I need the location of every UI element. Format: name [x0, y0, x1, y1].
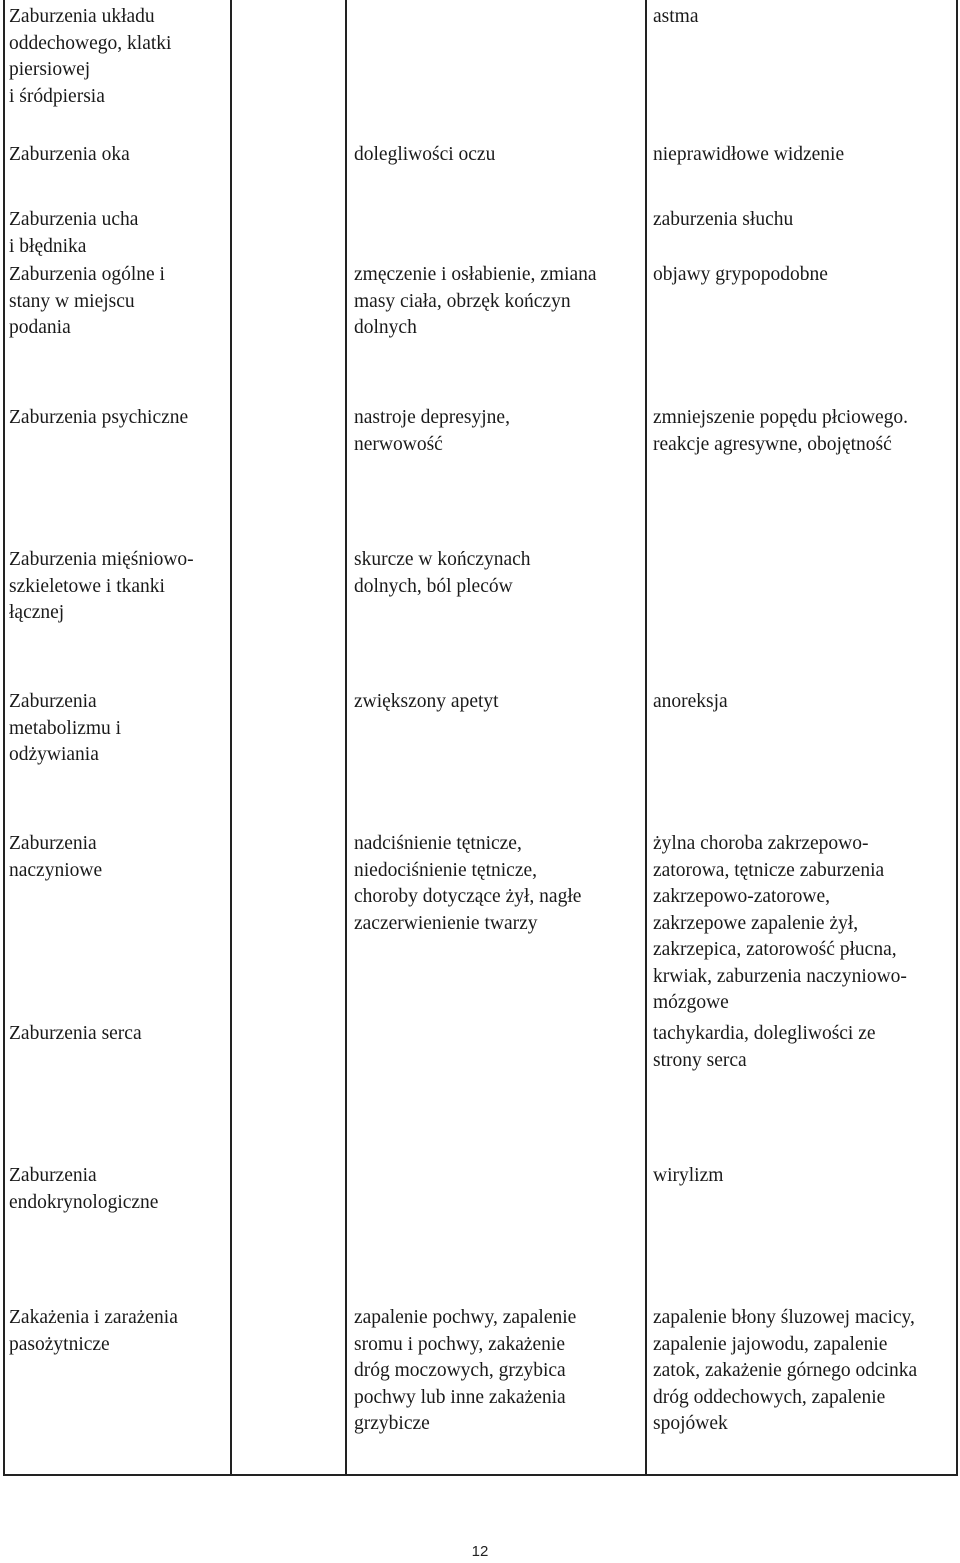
table-cell: zmęczenie i osłabienie, zmiana masy ciała, obrzęk kończyn dolnych [354, 264, 597, 338]
table-cell: Zaburzenia metabolizmu i odżywiania [9, 691, 122, 765]
column-divider-3 [645, 0, 647, 1476]
table-cell: Zaburzenia psychiczne [9, 407, 189, 428]
table-cell: Zaburzenia ucha i błędnika [9, 209, 139, 257]
table-cell: tachykardia, dolegliwości ze strony serca [653, 1023, 876, 1071]
table-cell: Zakażenia i zarażenia pasożytnicze [9, 1307, 178, 1355]
table-border-left [3, 0, 5, 1476]
table-cell: Zaburzenia endokrynologiczne [9, 1165, 159, 1213]
column-divider-2 [345, 0, 347, 1476]
table-cell: Zaburzenia naczyniowe [9, 833, 103, 881]
table-cell: skurcze w kończynach dolnych, ból pleców [354, 549, 531, 597]
table-cell: wirylizm [653, 1165, 724, 1186]
table-cell: nieprawidłowe widzenie [653, 144, 845, 165]
column-divider-1 [230, 0, 232, 1476]
table-cell: dolegliwości oczu [354, 144, 496, 165]
page-number: 12 [471, 1543, 489, 1560]
table-cell: Zaburzenia oka [9, 144, 130, 165]
table-cell: zmniejszenie popędu płciowego. reakcje agresywne, obojętność [653, 407, 909, 455]
table-cell: Zaburzenia układu oddechowego, klatki piersiowej i śródpiersia [9, 6, 172, 107]
table-cell: nastroje depresyjne, nerwowość [354, 407, 510, 455]
table-cell: anoreksja [653, 691, 728, 712]
table-cell: żylna choroba zakrzepowo- zatorowa, tętnicze zaburzenia zakrzepowo-zatorowe, zakrzepowe zapalenie żył, zakrzepica, zatorowość płucna, krwiak, zaburzenia naczyniowo- mózgowe [653, 833, 907, 1013]
table-cell: zapalenie błony śluzowej macicy, zapalenie jajowodu, zapalenie zatok, zakażenie górnego odcinka dróg oddechowych, zapalenie spojówek [653, 1307, 918, 1434]
table-cell: zwiększony apetyt [354, 691, 499, 712]
table-cell: Zaburzenia ogólne i stany w miejscu podania [9, 264, 165, 338]
table-cell: zapalenie pochwy, zapalenie sromu i pochwy, zakażenie dróg moczowych, grzybica pochwy lub inne zakażenia grzybicze [354, 1307, 577, 1434]
table-cell: objawy grypopodobne [653, 264, 828, 285]
table-cell: Zaburzenia serca [9, 1023, 142, 1044]
table-cell: zaburzenia słuchu [653, 209, 794, 230]
table-cell: nadciśnienie tętnicze, niedociśnienie tętnicze, choroby dotyczące żył, nagłe zaczerwienienie twarzy [354, 833, 582, 934]
table-border-bottom [3, 1474, 958, 1476]
table-border-right [956, 0, 958, 1476]
table-cell: Zaburzenia mięśniowo- szkieletowe i tkanki łącznej [9, 549, 194, 623]
table-cell: astma [653, 6, 699, 27]
